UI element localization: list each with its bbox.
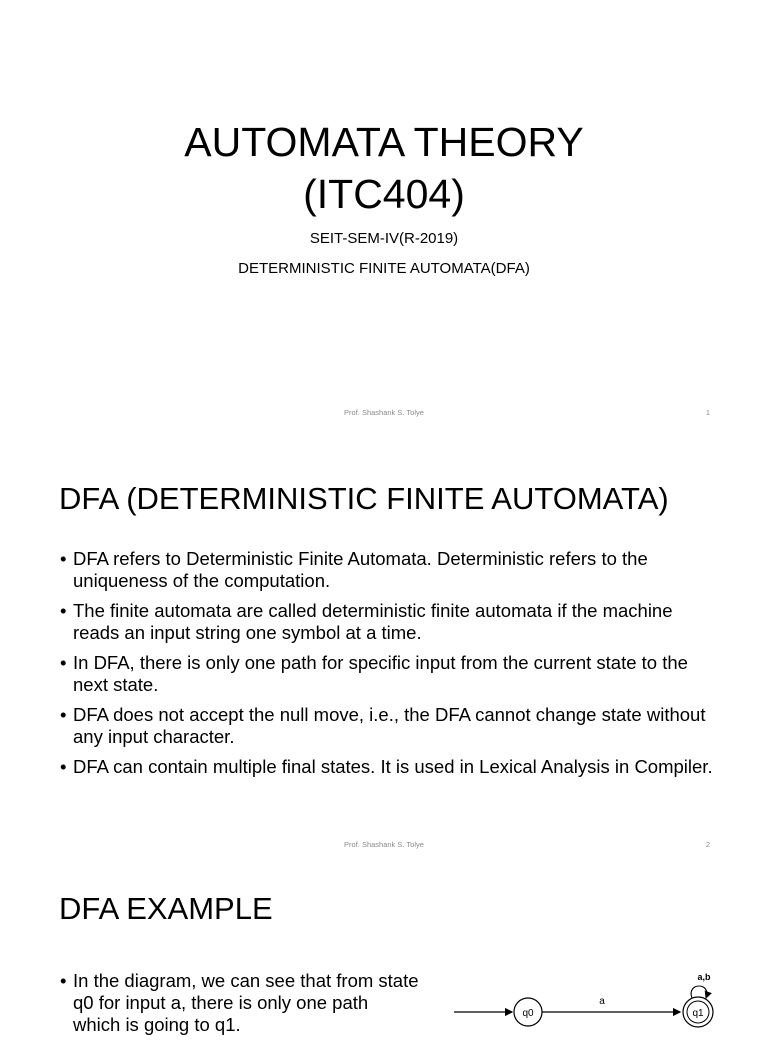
slide-3 bbox=[0, 864, 768, 1035]
bullet-list bbox=[60, 548, 720, 786]
subtitle-topic: DETERMINISTIC FINITE AUTOMATA(DFA) bbox=[238, 260, 530, 277]
slide-2 bbox=[0, 432, 768, 864]
state-q1-label: q1 bbox=[692, 1008, 704, 1019]
self-loop-label: a,b bbox=[697, 972, 711, 982]
footer-author: Prof. Shashank S. Tolye bbox=[344, 408, 424, 417]
slide-heading: DFA (DETERMINISTIC FINITE AUTOMATA) bbox=[59, 481, 669, 516]
bullet-item: • DFA can contain multiple final states. It is used in Lexical Analysis in Compiler. bbox=[60, 756, 720, 778]
page-number: 2 bbox=[705, 840, 710, 849]
transition-label: a bbox=[599, 996, 605, 1007]
slide-title bbox=[0, 116, 768, 220]
bullet-list bbox=[60, 970, 420, 1044]
slide-heading: DFA EXAMPLE bbox=[59, 891, 273, 926]
title-line-1: AUTOMATA THEORY bbox=[184, 119, 584, 165]
title-line-2: (ITC404) bbox=[303, 171, 465, 217]
self-loop bbox=[691, 986, 707, 998]
bullet-item: • The finite automata are called deterministic finite automata if the machine reads an input string one symbol at a time. bbox=[60, 600, 720, 644]
bullet-item: • In the diagram, we can see that from state q0 for input a, there is only one path which is going to q1. bbox=[60, 970, 420, 1036]
bullet-item: • DFA refers to Deterministic Finite Automata. Deterministic refers to the uniqueness of the computation. bbox=[60, 548, 720, 592]
subtitle-semester: SEIT-SEM-IV(R-2019) bbox=[309, 230, 459, 247]
state-q0-label: q0 bbox=[522, 1008, 534, 1019]
bullet-item: • DFA does not accept the null move, i.e., the DFA cannot change state without any input character. bbox=[60, 704, 720, 748]
footer-author: Prof. Shashank S. Tolye bbox=[344, 840, 424, 849]
slide-1 bbox=[0, 0, 768, 432]
bullet-item: • In DFA, there is only one path for specific input from the current state to the next state. bbox=[60, 652, 720, 696]
page-number: 1 bbox=[705, 408, 710, 417]
